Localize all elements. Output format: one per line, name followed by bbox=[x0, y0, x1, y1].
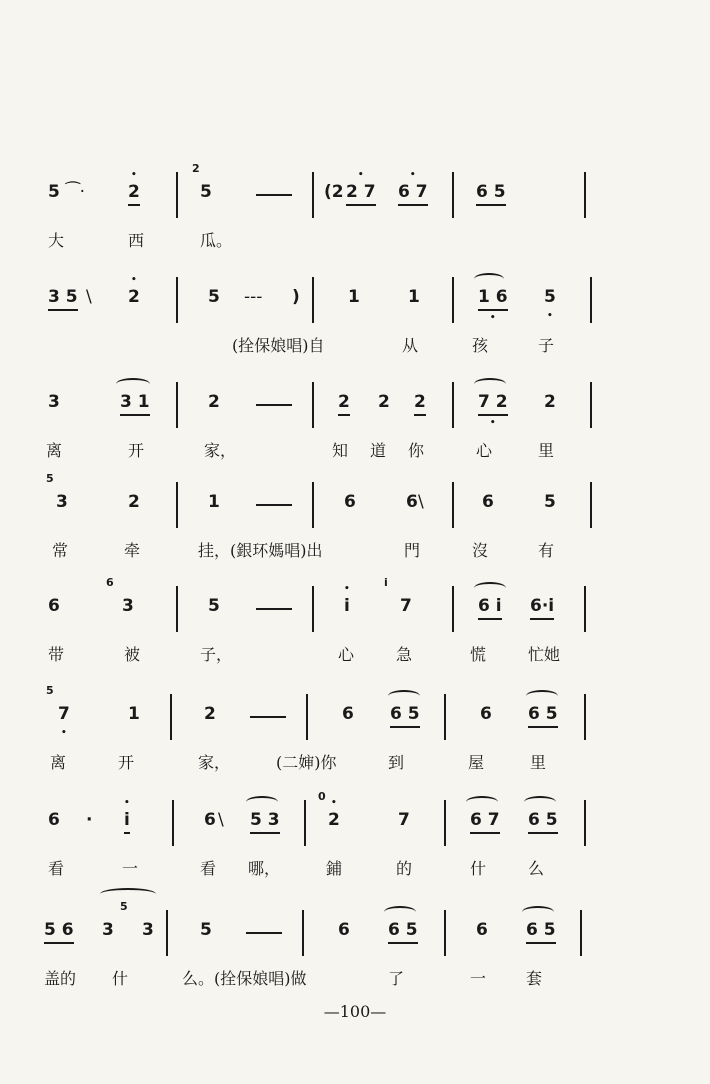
lyric: 心 bbox=[476, 441, 493, 460]
lyric: 看 bbox=[48, 859, 65, 878]
note: 5 bbox=[48, 182, 60, 202]
score-line-4 bbox=[0, 472, 710, 572]
note: 6 5 bbox=[528, 810, 558, 830]
slur bbox=[474, 378, 506, 390]
barline bbox=[170, 694, 172, 740]
note: 6 bbox=[406, 492, 418, 512]
note: 7 bbox=[398, 810, 410, 830]
note: 5 bbox=[208, 596, 220, 616]
barline bbox=[452, 482, 454, 528]
lyric: 带 bbox=[48, 645, 65, 664]
note: 6 bbox=[204, 810, 216, 830]
note: 7 bbox=[400, 596, 412, 616]
note: 5 6 bbox=[44, 920, 74, 940]
glissando-mark: \ bbox=[418, 492, 424, 512]
lyric: 知 bbox=[332, 441, 349, 460]
glissando-mark: ⁀· bbox=[66, 182, 86, 202]
note: 3 5 bbox=[48, 287, 78, 307]
barline bbox=[176, 382, 178, 428]
note: 5 bbox=[544, 492, 556, 512]
note: 3 bbox=[56, 492, 68, 512]
lyric: 牵 bbox=[124, 541, 141, 560]
note: 2 bbox=[544, 392, 556, 412]
note: 6 i bbox=[478, 596, 502, 616]
note: • 6 7 bbox=[398, 182, 428, 202]
grace-note: 5 bbox=[120, 900, 128, 913]
lyric: 子 bbox=[538, 336, 555, 355]
barline bbox=[312, 172, 314, 218]
dot: · bbox=[86, 810, 93, 830]
barline bbox=[302, 910, 304, 956]
lyric: 什 bbox=[112, 969, 129, 988]
lyric: 开 bbox=[118, 753, 135, 772]
barline bbox=[452, 172, 454, 218]
note: 2 bbox=[208, 392, 220, 412]
note: 5 3 bbox=[250, 810, 280, 830]
note: 6 bbox=[480, 704, 492, 724]
barline bbox=[584, 172, 586, 218]
lyric: 看 bbox=[200, 859, 217, 878]
lyric: 从 bbox=[402, 336, 419, 355]
lyric: 屋 bbox=[468, 753, 485, 772]
lyric: 道 bbox=[370, 441, 387, 460]
barline bbox=[444, 800, 446, 846]
grace-note: 5 bbox=[46, 684, 54, 697]
lyric: 有 bbox=[538, 541, 555, 560]
note: • 2 7 bbox=[346, 182, 376, 202]
barline bbox=[452, 382, 454, 428]
barline bbox=[176, 277, 178, 323]
lyric: 子， bbox=[200, 645, 233, 664]
lyric: 大 bbox=[48, 231, 65, 250]
score-line-8 bbox=[0, 900, 710, 1000]
barline bbox=[306, 694, 308, 740]
note: 6 bbox=[338, 920, 350, 940]
note: 2 bbox=[204, 704, 216, 724]
barline bbox=[166, 910, 168, 956]
slur bbox=[384, 906, 416, 918]
note: (2 bbox=[324, 182, 344, 202]
note: 5 • bbox=[544, 287, 556, 307]
grace-note: 0 bbox=[318, 790, 326, 803]
lyric: 一 bbox=[122, 859, 139, 878]
lyric: 离 bbox=[46, 441, 63, 460]
note: 6 5 bbox=[476, 182, 506, 202]
barline bbox=[176, 586, 178, 632]
lyric: 孩 bbox=[472, 336, 489, 355]
lyric: 的 bbox=[396, 859, 413, 878]
hold-dash bbox=[256, 504, 292, 506]
barline bbox=[590, 482, 592, 528]
glissando-mark: \ bbox=[86, 287, 92, 307]
lyric: 一 bbox=[470, 969, 487, 988]
glissando-mark: \ bbox=[218, 810, 224, 830]
barline bbox=[312, 482, 314, 528]
note: 7 2 • bbox=[478, 392, 508, 412]
slur bbox=[524, 796, 556, 808]
lyric: 瓜。 bbox=[200, 231, 233, 250]
lyric: 挂，(銀环媽唱)出 bbox=[198, 541, 323, 560]
grace-note: 5 bbox=[46, 472, 54, 485]
barline bbox=[444, 694, 446, 740]
barline bbox=[584, 586, 586, 632]
note: --- bbox=[244, 287, 263, 307]
slur bbox=[474, 582, 506, 594]
barline bbox=[172, 800, 174, 846]
note: 5 bbox=[200, 920, 212, 940]
lyric: 套 bbox=[526, 969, 543, 988]
score-line-2 bbox=[0, 277, 710, 367]
barline bbox=[176, 482, 178, 528]
lyric: 家， bbox=[198, 753, 231, 772]
note: 3 bbox=[102, 920, 114, 940]
note: 2 bbox=[378, 392, 390, 412]
note: 6 bbox=[48, 810, 60, 830]
note: 6 bbox=[476, 920, 488, 940]
lyric: 里 bbox=[530, 753, 547, 772]
note: 3 bbox=[122, 596, 134, 616]
note: 1 6 • bbox=[478, 287, 508, 307]
note: 6 5 bbox=[528, 704, 558, 724]
note: 6·i bbox=[530, 596, 554, 616]
note: • 2 bbox=[128, 287, 140, 307]
barline bbox=[312, 586, 314, 632]
score-line-5 bbox=[0, 576, 710, 676]
note: 3 bbox=[48, 392, 60, 412]
grace-note: 6 bbox=[106, 576, 114, 589]
barline bbox=[312, 382, 314, 428]
lyric: 离 bbox=[50, 753, 67, 772]
note: 2 bbox=[338, 392, 350, 412]
note: 3 1 bbox=[120, 392, 150, 412]
slur bbox=[246, 796, 278, 808]
score-line-6 bbox=[0, 684, 710, 784]
barline bbox=[176, 172, 178, 218]
note: ) bbox=[292, 287, 300, 307]
note: 2 bbox=[414, 392, 426, 412]
note: 6 5 bbox=[526, 920, 556, 940]
lyric: 門 bbox=[404, 541, 421, 560]
lyric: 常 bbox=[52, 541, 69, 560]
slur bbox=[466, 796, 498, 808]
note: 7 • bbox=[58, 704, 70, 724]
hold-dash bbox=[256, 194, 292, 196]
note: 6 bbox=[48, 596, 60, 616]
lyric: 鋪 bbox=[326, 859, 343, 878]
note: 1 bbox=[408, 287, 420, 307]
note: 2 bbox=[128, 492, 140, 512]
note: 1 bbox=[128, 704, 140, 724]
lyric: 开 bbox=[128, 441, 145, 460]
lyric: 么 bbox=[528, 859, 545, 878]
barline bbox=[304, 800, 306, 846]
lyric: (二婶)你 bbox=[276, 753, 337, 772]
barline bbox=[580, 910, 582, 956]
note: 3 bbox=[142, 920, 154, 940]
hold-dash bbox=[246, 932, 282, 934]
slur bbox=[388, 690, 420, 702]
note: 6 bbox=[482, 492, 494, 512]
lyric: 沒 bbox=[472, 541, 489, 560]
note: 6 5 bbox=[390, 704, 420, 724]
lyric: 慌 bbox=[470, 645, 487, 664]
slur bbox=[100, 888, 156, 900]
lyric: 急 bbox=[396, 645, 413, 664]
score-line-1 bbox=[0, 162, 710, 262]
lyric: 么。(拴保娘唱)做 bbox=[182, 969, 307, 988]
barline bbox=[590, 277, 592, 323]
lyric: 里 bbox=[538, 441, 555, 460]
slur bbox=[116, 378, 150, 390]
lyric: 你 bbox=[408, 441, 425, 460]
score-line-7 bbox=[0, 790, 710, 890]
lyric: 家， bbox=[204, 441, 237, 460]
barline bbox=[584, 694, 586, 740]
barline bbox=[312, 277, 314, 323]
note: • i bbox=[124, 810, 130, 830]
lyric: 心 bbox=[338, 645, 355, 664]
note: 6 bbox=[344, 492, 356, 512]
lyric: 什 bbox=[470, 859, 487, 878]
note: • i bbox=[344, 596, 350, 616]
slur bbox=[526, 690, 558, 702]
slur bbox=[474, 273, 504, 285]
lyric: 盖的 bbox=[44, 969, 77, 988]
barline bbox=[444, 910, 446, 956]
note: 5 bbox=[208, 287, 220, 307]
note: • 2 bbox=[328, 810, 340, 830]
note: 5 bbox=[200, 182, 212, 202]
barline bbox=[452, 277, 454, 323]
lyric: 哪， bbox=[248, 859, 281, 878]
lyric: 被 bbox=[124, 645, 141, 664]
score-line-3 bbox=[0, 382, 710, 472]
note: 6 7 bbox=[470, 810, 500, 830]
lyric: 忙她 bbox=[528, 645, 561, 664]
note: 1 bbox=[348, 287, 360, 307]
barline bbox=[590, 382, 592, 428]
page-number: —100— bbox=[323, 1002, 387, 1021]
hold-dash bbox=[250, 716, 286, 718]
lyric: (拴保娘唱)自 bbox=[232, 336, 325, 355]
barline bbox=[584, 800, 586, 846]
hold-dash bbox=[256, 404, 292, 406]
barline bbox=[452, 586, 454, 632]
lyric: 了 bbox=[388, 969, 405, 988]
lyric: 西 bbox=[128, 231, 145, 250]
note: 1 bbox=[208, 492, 220, 512]
note: • 2 bbox=[128, 182, 140, 202]
note: 6 bbox=[342, 704, 354, 724]
note: 6 5 bbox=[388, 920, 418, 940]
grace-note: i bbox=[384, 576, 388, 589]
grace-note: 2 bbox=[192, 162, 200, 175]
lyric: 到 bbox=[388, 753, 405, 772]
hold-dash bbox=[256, 608, 292, 610]
slur bbox=[522, 906, 554, 918]
